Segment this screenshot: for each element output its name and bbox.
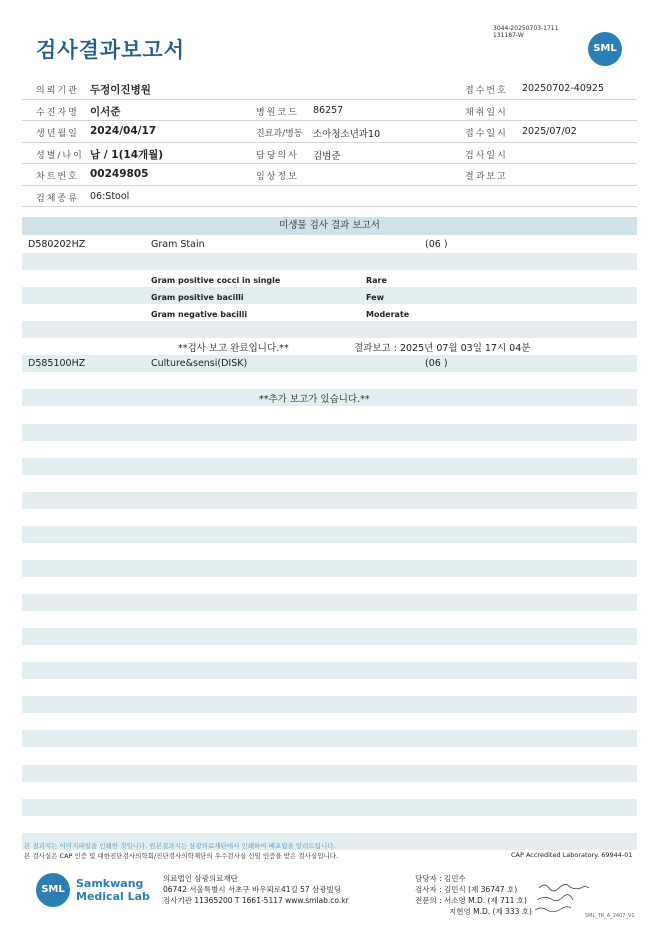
info-row xyxy=(22,121,637,143)
receipt-no-label: 접수번호 xyxy=(465,86,508,96)
sml-logo-mark: SML xyxy=(36,873,70,907)
row-band xyxy=(22,253,637,270)
birth-label: 생년월일 xyxy=(36,129,79,139)
logo-line-2: Medical Lab xyxy=(76,890,150,903)
complete-message: **검사 보고 완료입니다.** xyxy=(178,343,289,354)
sml-logo: SML xyxy=(588,32,622,66)
hospital-code-value: 86257 xyxy=(313,104,344,116)
specialist-2: 지현영 M.D. (제 333 호) xyxy=(449,907,532,916)
clinical-label: 임상정보 xyxy=(256,172,299,182)
patient-info-table xyxy=(22,78,637,207)
birth-value: 2024/04/17 xyxy=(90,125,157,137)
info-row xyxy=(22,100,637,122)
test2-specimen: (06 ) xyxy=(425,358,448,369)
info-row xyxy=(22,186,637,208)
info-row xyxy=(22,78,637,100)
gram-result-3: Moderate xyxy=(366,310,410,319)
receipt-no-value: 20250702-40925 xyxy=(522,83,605,94)
test1-code: D580202HZ xyxy=(28,239,86,250)
lab-address xyxy=(163,873,349,906)
row-band xyxy=(22,355,637,372)
gram-result-1: Rare xyxy=(366,276,387,285)
logo-line-1: Samkwang xyxy=(76,877,144,890)
chart-label: 차트번호 xyxy=(36,172,79,182)
test1-specimen: (06 ) xyxy=(425,239,448,250)
doctor-label: 담당의사 xyxy=(256,150,299,161)
row-band xyxy=(22,765,637,782)
gram-result-2: Few xyxy=(366,293,384,302)
document-code xyxy=(493,25,558,39)
info-row xyxy=(22,164,637,186)
hospital-value: 두정이진병원 xyxy=(90,84,151,96)
lab-street: 06742 서울특별시 서초구 바우뫼로41길 57 삼광빌딩 xyxy=(163,885,342,894)
gram-organism-1: Gram positive cocci in single xyxy=(151,276,281,285)
specimen-value: 06:Stool xyxy=(90,190,130,202)
sex-age-label: 성별/나이 xyxy=(36,150,84,161)
specialist-1: 전문의 : 서소영 M.D. (제 711 호) xyxy=(415,896,527,905)
test-date-label: 검사일시 xyxy=(465,150,508,161)
name-label: 수진자명 xyxy=(36,107,79,118)
row-band xyxy=(22,628,637,645)
name-value: 이서준 xyxy=(90,105,121,118)
page-title: 검사결과보고서 xyxy=(36,38,186,62)
row-band xyxy=(22,287,637,304)
hospital-code-label: 병원코드 xyxy=(256,107,299,118)
row-band xyxy=(22,560,637,577)
footer-note-print: 본 결과지는 이미지파일을 인쇄한 것입니다. 원본결과지는 삼광의료재단에서 인쇄하여 배포됨을 알려드립니다. xyxy=(24,842,336,850)
row-band xyxy=(22,492,637,509)
footer-note-cap: 본 검사실은 CAP 인증 및 대한진단검사의학회/진단검사의학재단의 우수검사실 신임 인증을 받은 검사실입니다. xyxy=(24,852,339,860)
cap-accreditation: CAP Accredited Laboratory. 69944-01 xyxy=(511,851,633,859)
hospital-label: 의뢰기관 xyxy=(36,86,79,96)
row-band xyxy=(22,321,637,338)
test2-name: Culture&sensi(DISK) xyxy=(151,358,248,369)
additional-message: **추가 보고가 있습니다.** xyxy=(259,394,370,405)
row-band xyxy=(22,662,637,679)
lab-contact: 검사기관 11365200 T 1661-5117 www.smlab.co.kr xyxy=(163,896,349,905)
row-band xyxy=(22,526,637,543)
report-section-title: 미생물 검사 결과 보고서 xyxy=(22,217,637,235)
specimen-label: 검체종류 xyxy=(36,193,79,204)
collect-date-label: 채취일시 xyxy=(465,107,508,118)
document-code-line-1: 3044-20250703-1711 xyxy=(493,25,559,32)
info-row xyxy=(22,143,637,165)
logo-wordmark xyxy=(76,877,150,903)
receipt-date-value: 2025/07/02 xyxy=(522,126,577,137)
row-band xyxy=(22,696,637,713)
lab-name: 의료법인 삼광의료재단 xyxy=(163,874,238,883)
row-band xyxy=(22,458,637,475)
tester: 검사자 : 김민식 (제 36747 호) xyxy=(415,885,518,894)
gram-organism-2: Gram positive bacilli xyxy=(151,293,244,302)
row-band xyxy=(22,799,637,816)
row-band xyxy=(22,424,637,441)
test2-code: D585100HZ xyxy=(28,358,86,369)
dept-value: 소아청소년과10 xyxy=(313,129,381,140)
signatories xyxy=(415,873,532,917)
staff-in-charge: 담당자 : 김민수 xyxy=(415,874,466,883)
form-code: SML_TR_A_2407_V1 xyxy=(585,913,635,919)
sex-age-value: 남 / 1(14개월) xyxy=(90,148,164,161)
test1-name: Gram Stain xyxy=(151,239,205,250)
document-code-line-2: 131187-W xyxy=(493,32,524,39)
report-time: 결과보고 : 2025년 07월 03일 17시 04분 xyxy=(354,343,531,354)
dept-label: 진료과/병동 xyxy=(256,129,303,139)
chart-value: 00249805 xyxy=(90,168,149,180)
report-label: 결과보고 xyxy=(465,172,508,182)
handwritten-signatures xyxy=(535,878,595,916)
row-band xyxy=(22,594,637,611)
receipt-date-label: 접수일시 xyxy=(465,129,508,139)
row-band xyxy=(22,730,637,747)
gram-organism-3: Gram negative bacilli xyxy=(151,310,248,319)
doctor-value: 김범준 xyxy=(313,150,341,162)
